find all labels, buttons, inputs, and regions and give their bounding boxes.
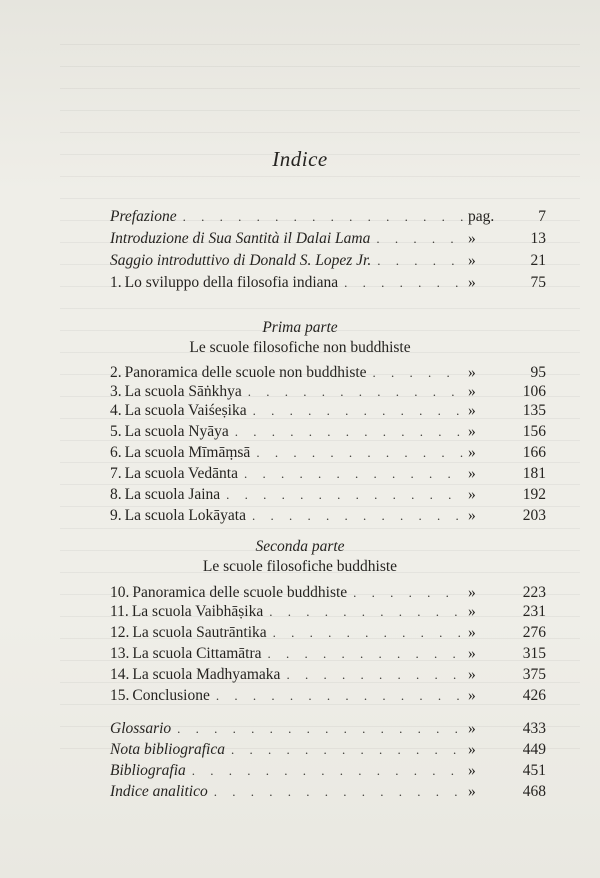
- entry-mark: »: [468, 230, 476, 247]
- entry-number: 4.: [110, 402, 122, 419]
- entry-label: La scuola Vaiśeṣika: [124, 402, 247, 419]
- entry-mark: »: [468, 762, 476, 779]
- entry-page: 106: [522, 383, 546, 400]
- leader-dots: [377, 250, 464, 272]
- entry-page: 223: [522, 584, 546, 601]
- leader-dots: [273, 622, 464, 644]
- part-one-header: [0, 318, 600, 358]
- toc-entry-bibliografia: [110, 760, 546, 782]
- entry-label: La scuola Vaibhāṣika: [131, 603, 264, 620]
- entry-page: 13: [530, 230, 546, 247]
- entry-mark: »: [468, 465, 476, 482]
- leader-dots: [216, 685, 464, 707]
- toc-entry-prefazione: [110, 206, 546, 228]
- part-title: Le scuole filosofiche non buddhiste: [189, 339, 411, 356]
- entry-mark: »: [468, 783, 476, 800]
- entry-mark: »: [468, 645, 476, 662]
- entry-number: 14.: [110, 666, 130, 683]
- toc-entry-chapter-8: [110, 484, 546, 506]
- entry-page: 75: [530, 274, 546, 291]
- entry-page: 95: [530, 364, 546, 381]
- entry-number: 13.: [110, 645, 130, 662]
- page-title: Indice: [272, 147, 328, 171]
- entry-label: Nota bibliografica: [110, 741, 225, 758]
- entry-page: 231: [522, 603, 546, 620]
- part-title: Le scuole filosofiche buddhiste: [202, 558, 398, 575]
- entry-mark: »: [468, 252, 476, 269]
- toc-entry-chapter-6: [110, 442, 546, 464]
- entry-page: 426: [522, 687, 546, 704]
- leader-dots: [268, 643, 465, 665]
- entry-label: La scuola Cittamātra: [132, 645, 262, 662]
- entry-number: 5.: [110, 423, 122, 440]
- entry-number: 15.: [110, 687, 130, 704]
- leader-dots: [226, 484, 464, 506]
- entry-number: 6.: [110, 444, 122, 461]
- leader-dots: [344, 272, 464, 294]
- leader-dots: [256, 442, 464, 464]
- entry-label: La scuola Madhyamaka: [132, 666, 281, 683]
- entry-mark: »: [468, 444, 476, 461]
- leader-dots: [253, 400, 464, 422]
- entry-mark: »: [468, 364, 476, 381]
- entry-label: Indice analitico: [110, 783, 208, 800]
- entry-label: Glossario: [110, 720, 172, 737]
- leader-dots: [235, 421, 464, 443]
- leader-dots: [252, 505, 464, 527]
- toc-entry-indice-analitico: [110, 781, 546, 803]
- entry-mark: pag.: [468, 208, 495, 225]
- entry-mark: »: [468, 423, 476, 440]
- entry-mark: »: [468, 507, 476, 524]
- entry-number: 12.: [110, 624, 130, 641]
- entry-label: Prefazione: [110, 208, 177, 225]
- entry-label: Saggio introduttivo di Donald S. Lopez Jr.: [110, 252, 372, 269]
- leader-dots: [376, 228, 464, 250]
- leader-dots: [192, 760, 464, 782]
- toc-entry-chapter-14: [110, 664, 546, 686]
- entry-page: 451: [522, 762, 546, 779]
- entry-mark: »: [468, 666, 476, 683]
- entry-mark: »: [468, 687, 476, 704]
- entry-page: 468: [522, 783, 546, 800]
- entry-mark: »: [468, 383, 476, 400]
- entry-number: 8.: [110, 486, 122, 503]
- entry-number: 1.: [110, 274, 122, 291]
- entry-label: La scuola Nyāya: [124, 423, 229, 440]
- entry-label: La scuola Sautrāntika: [132, 624, 267, 641]
- entry-page: 135: [522, 402, 546, 419]
- entry-mark: »: [468, 486, 476, 503]
- entry-label: Bibliografia: [110, 762, 186, 779]
- toc-entry-chapter-5: [110, 421, 546, 443]
- leader-dots: [183, 206, 464, 228]
- toc-entry-chapter-12: [110, 622, 546, 644]
- entry-number: 11.: [110, 603, 129, 620]
- entry-label: La scuola Vedānta: [124, 465, 238, 482]
- toc-entry-chapter-15: [110, 685, 546, 707]
- entry-label: Introduzione di Sua Santità il Dalai Lama: [110, 230, 371, 247]
- entry-label: Panoramica delle scuole buddhiste: [132, 584, 348, 601]
- entry-page: 375: [522, 666, 546, 683]
- part-heading: Prima parte: [262, 319, 338, 336]
- entry-number: 9.: [110, 507, 122, 524]
- leader-dots: [244, 463, 464, 485]
- toc-entry-saggio: [110, 250, 546, 272]
- leader-dots: [231, 739, 464, 761]
- toc-entry-introduzione: [110, 228, 546, 250]
- entry-mark: »: [468, 274, 476, 291]
- entry-number: 10.: [110, 584, 130, 601]
- toc-entry-chapter-4: [110, 400, 546, 422]
- entry-page: 315: [522, 645, 546, 662]
- toc-entry-chapter-13: [110, 643, 546, 665]
- toc-entry-chapter-1: [110, 272, 546, 294]
- toc-entry-chapter-11: [110, 601, 546, 623]
- entry-mark: »: [468, 624, 476, 641]
- entry-page: 156: [522, 423, 546, 440]
- entry-page: 433: [522, 720, 546, 737]
- entry-mark: »: [468, 402, 476, 419]
- toc-entry-glossario: [110, 718, 546, 740]
- entry-page: 166: [522, 444, 546, 461]
- entry-label: Lo sviluppo della filosofia indiana: [124, 274, 339, 291]
- entry-mark: »: [468, 720, 476, 737]
- part-heading: Seconda parte: [255, 538, 345, 555]
- entry-label: La scuola Sāṅkhya: [124, 383, 242, 400]
- entry-number: 3.: [110, 383, 122, 400]
- entry-page: 7: [538, 208, 546, 225]
- entry-mark: »: [468, 741, 476, 758]
- entry-page: 192: [522, 486, 546, 503]
- entry-label: Panoramica delle scuole non buddhiste: [124, 364, 367, 381]
- entry-page: 203: [522, 507, 546, 524]
- entry-label: La scuola Mīmāṃsā: [124, 444, 251, 461]
- entry-mark: »: [468, 584, 476, 601]
- entry-label: La scuola Lokāyata: [124, 507, 246, 524]
- leader-dots: [177, 718, 464, 740]
- leader-dots: [269, 601, 464, 623]
- toc-entry-chapter-7: [110, 463, 546, 485]
- entry-number: 2.: [110, 364, 122, 381]
- toc-entry-nota-bibliografica: [110, 739, 546, 761]
- entry-page: 181: [522, 465, 546, 482]
- part-two-header: [0, 537, 600, 577]
- leader-dots: [286, 664, 464, 686]
- leader-dots: [214, 781, 464, 803]
- entry-label: La scuola Jaina: [124, 486, 221, 503]
- entry-page: 21: [530, 252, 546, 269]
- toc-entry-chapter-9: [110, 505, 546, 527]
- entry-label: Conclusione: [132, 687, 210, 704]
- entry-number: 7.: [110, 465, 122, 482]
- entry-mark: »: [468, 603, 476, 620]
- entry-page: 276: [522, 624, 546, 641]
- entry-page: 449: [522, 741, 546, 758]
